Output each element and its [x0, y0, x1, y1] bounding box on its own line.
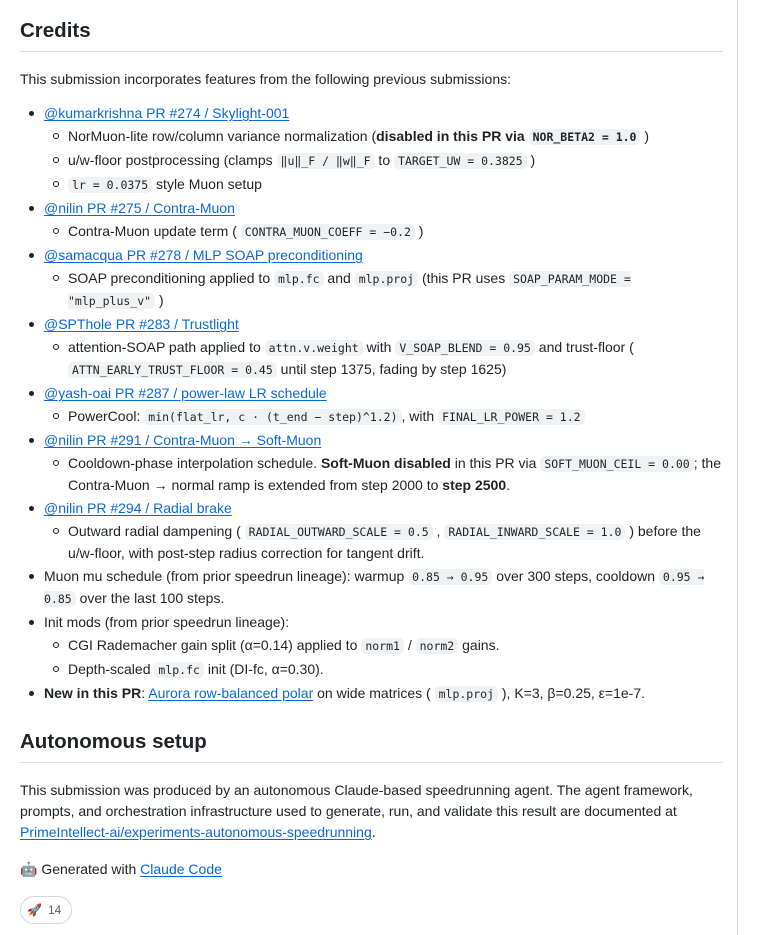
- list-item: [20, 383, 723, 428]
- list-item: NorMuon-lite row/column variance normalization (disabled in this PR via NOR_BETA2 = 1.0 ): [44, 126, 723, 148]
- code-norm2: norm2: [416, 638, 459, 654]
- code-trust-floor: ATTN_EARLY_TRUST_FLOOR = 0.45: [68, 362, 277, 378]
- list-item: SOAP preconditioning applied to mlp.fc and mlp.proj (this PR uses SOAP_PARAM_MODE = "mlp_plus_v" ): [44, 268, 723, 312]
- pr-294-link[interactable]: @nilin PR #294 / Radial brake: [44, 500, 232, 516]
- code-v-soap-blend: V_SOAP_BLEND = 0.95: [395, 340, 535, 356]
- aurora-link[interactable]: Aurora row-balanced polar: [148, 685, 314, 701]
- robot-icon: 🤖: [20, 862, 38, 878]
- pr-278-link[interactable]: @samacqua PR #278 / MLP SOAP preconditioning: [44, 247, 363, 263]
- list-item: attention-SOAP path applied to attn.v.weight with V_SOAP_BLEND = 0.95 and trust-floor ( ATTN_EARLY_TRUST_FLOOR = 0.45 until step 1375, fading by step 1625): [44, 337, 723, 381]
- rocket-icon: 🚀: [27, 903, 42, 917]
- code-nor-beta2: NOR_BETA2 = 1.0: [529, 129, 641, 145]
- list-item: Cooldown-phase interpolation schedule. Soft-Muon disabled in this PR via SOFT_MUON_CEIL = 0.00 ; the Contra-Muon → normal ramp is extended from step 2000 to step 2500.: [44, 453, 723, 496]
- pr-287-link[interactable]: @yash-oai PR #287 / power-law LR schedule: [44, 385, 327, 401]
- comment-body: [20, 18, 723, 881]
- claude-code-link[interactable]: Claude Code: [140, 861, 222, 877]
- code-soap-mode: SOAP_PARAM_MODE = "mlp_plus_v": [68, 272, 631, 308]
- code-mu-warmup: 0.85 → 0.95: [408, 569, 492, 585]
- list-item: lr = 0.0375 style Muon setup: [44, 174, 723, 196]
- list-item: Contra-Muon update term ( CONTRA_MUON_COEFF = −0.2 ): [44, 221, 723, 243]
- pr-283-link[interactable]: @SPThole PR #283 / Trustlight: [44, 316, 239, 332]
- code-lr: lr = 0.0375: [68, 177, 152, 193]
- list-item: [20, 198, 723, 243]
- code-soft-muon-ceil: SOFT_MUON_CEIL = 0.00: [540, 456, 693, 472]
- list-item: [20, 314, 723, 381]
- list-item: Muon mu schedule (from prior speedrun lineage): warmup 0.85 → 0.95 over 300 steps, cooldown 0.95 → 0.85 over the last 100 steps.: [20, 566, 723, 610]
- code-mu-cooldown: 0.95 → 0.85: [44, 570, 705, 606]
- code-radial-inward: RADIAL_INWARD_SCALE = 1.0: [444, 524, 625, 540]
- list-item: CGI Rademacher gain split (α=0.14) applied to norm1 / norm2 gains.: [44, 635, 723, 657]
- list-item: Depth-scaled mlp.fc init (DI-fc, α=0.30).: [44, 659, 723, 681]
- list-item: [20, 245, 723, 312]
- autonomous-paragraph: This submission was produced by an autonomous Claude-based speedrunning agent. The agent framework, prompts, and orchestration infrastructure used to generate, run, and validate this result are documented at PrimeIntellect-ai/experiments-autonomous-speedrunning.: [20, 782, 693, 840]
- sub-list: [44, 337, 723, 381]
- rocket-reaction-button[interactable]: [20, 896, 72, 924]
- list-item: [20, 103, 723, 196]
- code-attn-v: attn.v.weight: [265, 340, 363, 356]
- code-mlp-fc-init: mlp.fc: [154, 662, 204, 678]
- pr-275-link[interactable]: @nilin PR #275 / Contra-Muon: [44, 200, 235, 216]
- code-final-lr-power: FINAL_LR_POWER = 1.2: [438, 409, 584, 425]
- code-contra-coeff: CONTRA_MUON_COEFF = −0.2: [241, 224, 415, 240]
- list-item: PowerCool: min(flat_lr, c · (t_end − step)^1.2) , with FINAL_LR_POWER = 1.2: [44, 406, 723, 428]
- code-radial-outward: RADIAL_OUTWARD_SCALE = 0.5: [245, 524, 433, 540]
- sub-list: [44, 268, 723, 312]
- pr-274-link[interactable]: @kumarkrishna PR #274 / Skylight-001: [44, 105, 290, 121]
- credits-heading: Credits: [20, 18, 723, 52]
- sub-list: [44, 221, 723, 243]
- sub-list: [44, 521, 723, 564]
- list-item: Init mods (from prior speedrun lineage): CGI Rademacher gain split (α=0.14) applied to norm1 / norm2 gains. Depth-scaled mlp.fc init (DI-fc, α=0.30).: [20, 612, 723, 681]
- reaction-count: 14: [47, 903, 62, 917]
- code-mlp-proj-new: mlp.proj: [435, 686, 498, 702]
- code-target-uw: TARGET_UW = 0.3825: [394, 153, 527, 169]
- list-item: New in this PR: Aurora row-balanced polar on wide matrices ( mlp.proj ), K=3, β=0.25, ε=1e-7.: [20, 683, 723, 705]
- code-norm1: norm1: [361, 638, 404, 654]
- credits-intro: This submission incorporates features from the following previous submissions:: [20, 71, 511, 87]
- generated-with-line: 🤖 Generated with Claude Code: [20, 861, 222, 878]
- list-item: [20, 498, 723, 564]
- sub-list: [44, 453, 723, 496]
- credits-list: [20, 103, 723, 705]
- sub-list: [44, 126, 723, 196]
- code-uw-ratio: ‖u‖_F / ‖w‖_F: [277, 153, 375, 169]
- experiments-repo-link[interactable]: PrimeIntellect-ai/experiments-autonomous-speedrunning: [20, 824, 372, 840]
- list-item: Outward radial dampening ( RADIAL_OUTWARD_SCALE = 0.5 , RADIAL_INWARD_SCALE = 1.0 ) before the u/w-floor, with post-step radius correction for tangent drift.: [44, 521, 723, 564]
- list-item: [20, 430, 723, 496]
- pr-291-link[interactable]: @nilin PR #291 / Contra-Muon → Soft-Muon: [44, 432, 322, 448]
- code-mlp-proj: mlp.proj: [355, 271, 418, 287]
- sub-list: [44, 406, 723, 428]
- code-powercool: min(flat_lr, c · (t_end − step)^1.2): [144, 409, 401, 425]
- sub-list: [44, 635, 723, 681]
- code-mlp-fc: mlp.fc: [274, 271, 324, 287]
- list-item: u/w-floor postprocessing (clamps ‖u‖_F / ‖w‖_F to TARGET_UW = 0.3825 ): [44, 150, 723, 172]
- autonomous-heading: Autonomous setup: [20, 729, 723, 763]
